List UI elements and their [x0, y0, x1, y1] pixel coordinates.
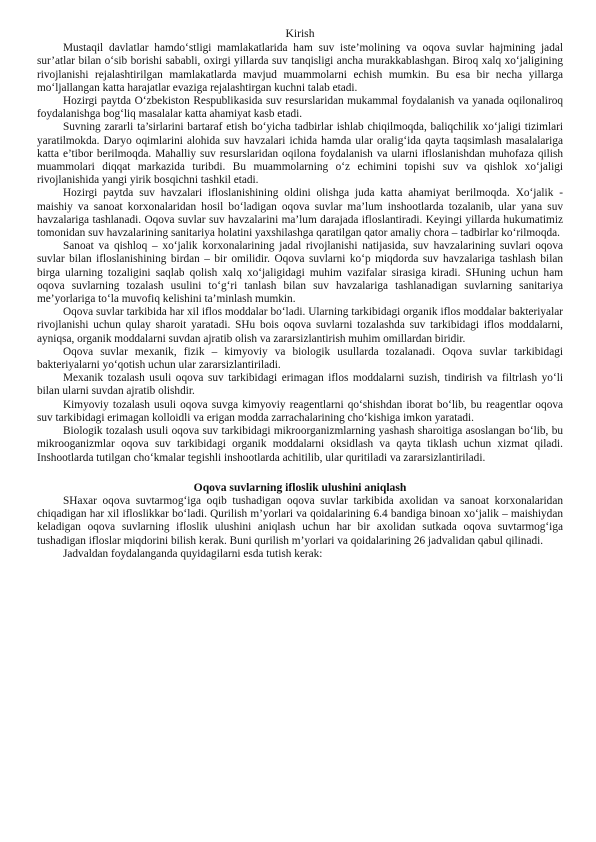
paragraph: Oqova suvlar tarkibida har xil iflos moddalar bo‘ladi. Ularning tarkibidagi organik iflos moddalar bakteriyalar rivojlanishi uchun qulay sharoit yaratadi. SHu bois oqova suvlarni tozalashda suv tarkibidagi iflos moddalarni, ayniqsa, organik moddalarni suvdan ajratib olish va zararsizlantirish muhim omillardan biridir.: [37, 306, 563, 345]
paragraph: Kimyoviy tozalash usuli oqova suvga kimyoviy reagentlarni qo‘shishdan iborat bo‘lib, bu reagentlar oqova suv tarkibidagi erimagan kolloidli va erigan modda zarrachalarining cho‘kishiga imkon yaratadi.: [37, 398, 563, 424]
paragraph: Suvning zararli ta’sirlarini bartaraf etish bo‘yicha tadbirlar ishlab chiqilmoqda, baliqchilik xo‘jaligi tizimlari yaratilmokda. Daryo oqimlarini alohida suv havzalari ichida hamda ular oralig‘ida qayta taqsimlash masalalariga katta e’tibor berilmoqda. Mahalliy suv resurslaridan oqilona foydalanish va ularni ifloslanishdan muhofaza qilish muammolari diqqat markazida turibdi. Bu muammolarning o‘z echimini topishi suv va qishlok xo‘jaligi rivojlanishida yangi yirik bosqichni tashkil etadi.: [37, 121, 563, 187]
paragraph: Mustaqil davlatlar hamdo‘stligi mamlakatlarida ham suv iste’molining va oqova suvlar hajmining jadal sur’atlar bilan o‘sib borishi sababli, oxirgi yillarda suv tanqisligi ancha murakkablashgan. Biroq xalq xo‘jaligining rivojlanishi rejalashtirilgan mamlakatlarda mavjud muammolarni echish mumkin. Bu esa bir necha yillarga mo‘ljallangan katta harajatlar evaziga rejalashtirgan kuchni talab etadi.: [37, 42, 563, 94]
paragraph: Hozirgi paytda O‘zbekiston Respublikasida suv resurslaridan mukammal foydalanish va yanada oqilonaliroq foydalanishga bog‘liq masalalar katta ahamiyat kasb etadi.: [37, 95, 563, 121]
pollution-section: [37, 495, 563, 561]
paragraph: Jadvaldan foydalanganda quyidagilarni esda tutish kerak:: [63, 547, 323, 560]
document-title: Kirish: [285, 27, 315, 40]
paragraph: Sanoat va qishloq – xo‘jalik korxonalarining jadal rivojlanishi natijasida, suv havzalarining suvlari oqova suvlar bilan ifloslanishining birdan – bir omilidir. Oqova suvlarni ko‘p miqdorda suv havzalariga tashlash bilan birga ularning tozaligini saqlab qolish xalq xo‘jaligidagi muhim vazifalar sirasiga kiradi. SHuning uchun ham oqova suvlarning tozalash usulini to‘g‘ri tanlash bilan suv havzalariga tashlanadigan suvlarning sanitariya me’yorlariga to‘la muvofiq kelishini ta’minlash mumkin.: [37, 240, 563, 306]
paragraph: Mexanik tozalash usuli oqova suv tarkibidagi erimagan iflos moddalarni suzish, tindirish va filtrlash yo‘li bilan ularni suvdan ajratib olishdir.: [37, 372, 563, 398]
document-page: [37, 27, 563, 561]
paragraph: Hozirgi paytda suv havzalari ifloslanishining oldini olishga juda katta ahamiyat berilmoqda. Xo‘jalik - maishiy va sanoat korxonalaridan hosil bo‘ladigan oqova suvlar ma’lum inshootlarda tozalanib, ular yana suv havzalariga tashlanadi. Oqova suvlar suv havzalarini ma’lum darajada ifloslantiradi. Keyingi yillarda hukumatimiz tomonidan suv havzalarining sanitariya holatini yaxshilashga qaratilgan qator amaliy chora – tadbirlar ko‘rilmoqda.: [37, 187, 563, 240]
paragraph: Biologik tozalash usuli oqova suv tarkibidagi mikroorganizmlarning yashash sharoitiga asoslangan bo‘lib, bu mikrooganizmlar oqova suv tarkibidagi organik moddalarni oksidlash va qayta tiklash uchun xizmat qiladi. Inshootlarda tutilgan cho‘kmalar tegishli inshootlarda achitilib, ular quritiladi va zararsizlantiriladi.: [37, 425, 563, 464]
paragraph: SHaxar oqova suvtarmog‘iga oqib tushadigan oqova suvlar tarkibida axolidan va sanoat korxonalaridan chiqadigan har xil ifloslikkar bo‘ladi. Qurilish m’yorlari va qoidalarining 6.4 bandiga binoan xo‘jalik – maishiydan keladigan oqova suvlarning ifloslik ulushini aniqlash uchun har bir axolidan sutkada oqova suvtarmog‘iga tushadigan ifloslar miqdorini bilish kerak. Buni qurilish m’yorlari va qoidalarining 26 jadvalidan qabul qilinadi.: [37, 494, 563, 547]
paragraph: Oqova suvlar mexanik, fizik – kimyoviy va biologik usullarda tozalanadi. Oqova suvlar tarkibidagi bakteriyalarni yo‘qotish uchun ular zararsizlantiriladi.: [37, 345, 563, 372]
intro-section: [37, 42, 563, 465]
section-heading: Oqova suvlarning ifloslik ulushini aniqlash: [193, 480, 407, 494]
